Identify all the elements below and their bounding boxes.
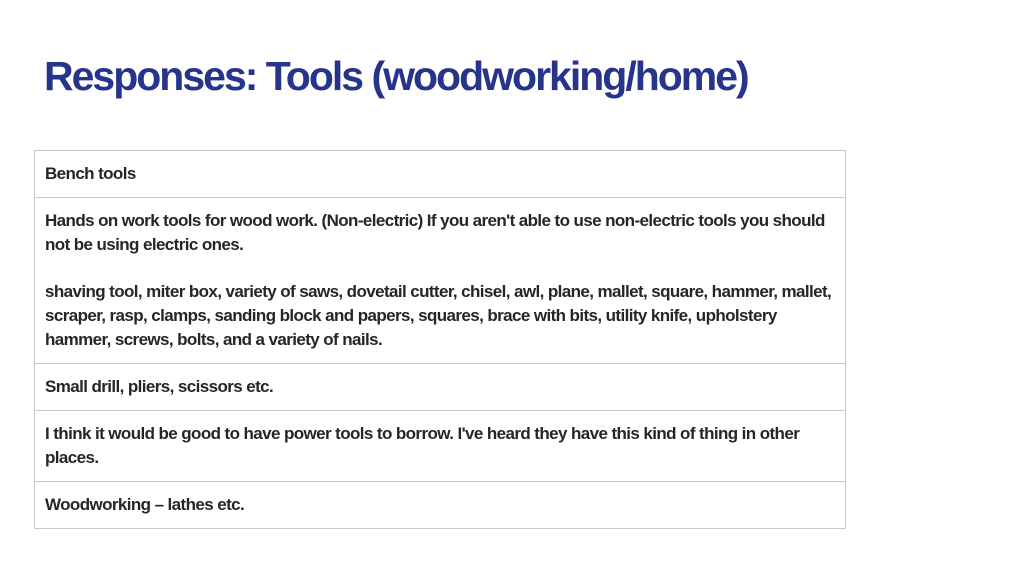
response-text: Bench tools bbox=[45, 164, 136, 183]
response-text: Small drill, pliers, scissors etc. bbox=[45, 377, 274, 396]
table-row bbox=[35, 482, 846, 529]
table-row bbox=[35, 198, 846, 364]
table-row bbox=[35, 411, 846, 482]
response-tool-list: shaving tool, miter box, variety of saws, dovetail cutter, chisel, awl, plane, mallet, square, hammer, mallet, scraper, rasp, clamps, sanding block and papers, squares, brace with bits, utility knife, upholstery hammer, screws, bolts, and a variety of nails. bbox=[45, 282, 832, 349]
response-cell-bench-tools bbox=[35, 151, 846, 198]
response-cell-hand-tools bbox=[35, 198, 846, 364]
slide-title: Responses: Tools (woodworking/home) bbox=[44, 53, 748, 99]
responses-table bbox=[34, 150, 846, 529]
table-row bbox=[35, 151, 846, 198]
table-row bbox=[35, 364, 846, 411]
response-cell-woodworking bbox=[35, 482, 846, 529]
response-text: Hands on work tools for wood work. (Non-electric) If you aren't able to use non-electric tools you should not be using electric ones. bbox=[45, 211, 825, 254]
response-cell-power-tools bbox=[35, 411, 846, 482]
response-text: I think it would be good to have power tools to borrow. I've heard they have this kind of thing in other places. bbox=[45, 424, 800, 467]
response-text: Woodworking – lathes etc. bbox=[45, 495, 245, 514]
response-cell-small-drill bbox=[35, 364, 846, 411]
